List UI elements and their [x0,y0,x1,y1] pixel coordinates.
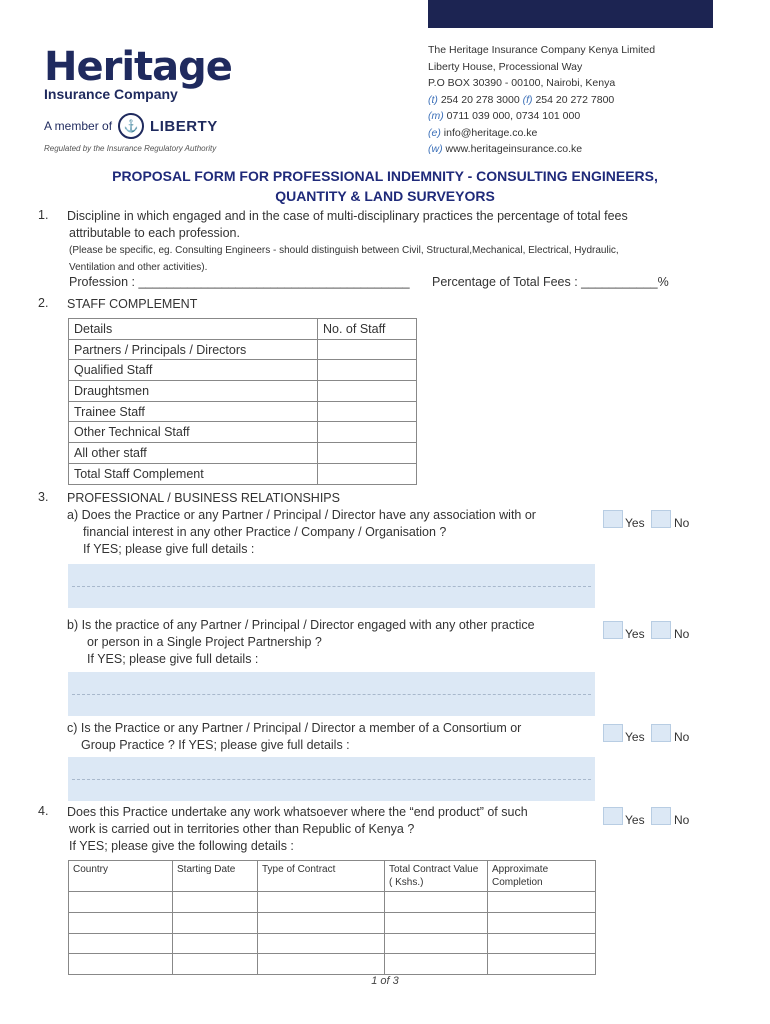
territories-table: Country Starting Date Type of Contract Total Contract Value ( Kshs.) Approximate Completion [68,860,596,975]
table-row: All other staff [69,443,318,464]
q3b-yes-checkbox[interactable] [603,621,623,639]
q3c-text: c) Is the Practice or any Partner / Principal / Director a member of a Consortium or Group Practice ? If YES; please give full details : [67,721,522,752]
q3c-no-checkbox[interactable] [651,724,671,742]
q4-no-checkbox[interactable] [651,807,671,825]
logo-subtitle: Insurance Company [44,86,178,102]
table-row [69,954,596,975]
liberty-seal-icon: ⚓ [118,113,144,139]
staff-count-input[interactable] [318,463,417,484]
form-title: PROPOSAL FORM FOR PROFESSIONAL INDEMNITY - CONSULTING ENGINEERS, QUANTITY & LAND SURVEYORS [112,168,658,204]
q3b-no-checkbox[interactable] [651,621,671,639]
page-number: 1 of 3 [371,975,399,987]
q3b-details-field[interactable] [68,672,595,716]
q4-number: 4. [38,804,49,818]
profession-field[interactable]: Profession : _______________________________________ [69,275,410,289]
staff-count-input[interactable] [318,443,417,464]
q3-heading: PROFESSIONAL / BUSINESS RELATIONSHIPS [67,491,340,505]
q3-number: 3. [38,490,49,504]
company-logo [44,44,232,102]
staff-count-input[interactable] [318,422,417,443]
q3c-details-field[interactable] [68,757,595,801]
table-row: Partners / Principals / Directors [69,339,318,360]
staff-count-input[interactable] [318,401,417,422]
q3a-yes-checkbox[interactable] [603,510,623,528]
q4-yes-checkbox[interactable] [603,807,623,825]
table-row [69,892,596,913]
table-row: Trainee Staff [69,401,318,422]
staff-count-input[interactable] [318,360,417,381]
header-bar [428,0,713,28]
table-row: Total Staff Complement [69,463,318,484]
member-of: A member of ⚓ LIBERTY [44,113,218,139]
company-contact: The Heritage Insurance Company Kenya Limited Liberty House, Processional Way P.O BOX 30390 - 00100, Nairobi, Kenya (t) 254 20 278 3000 (f) 254 20 272 7800 (m) 0711 039 000, 0734 101 000 (e) info@heritage.co.ke (w) www.heritageinsurance.co.ke [428,44,656,155]
q1-number: 1. [38,208,49,222]
table-row: Qualified Staff [69,360,318,381]
q1-text: Discipline in which engaged and in the case of multi-disciplinary practices the percentage of total fees attributable to each profession. (Please be specific, eg. Consulting Engineers - should distinguish between Civil, Structural,Mechanical, Electrical, Hydraulic, Ventilation and other activities). [67,209,628,273]
table-row [69,933,596,954]
q2-heading: STAFF COMPLEMENT [67,297,198,311]
staff-count-input[interactable] [318,339,417,360]
q3a-details-field[interactable] [68,564,595,608]
staff-count-input[interactable] [318,381,417,402]
table-row: Draughtsmen [69,381,318,402]
logo-wordmark: Heritage [44,44,232,90]
table-row [69,912,596,933]
q3b-text: b) Is the practice of any Partner / Principal / Director engaged with any other practice or person in a Single Project Partnership ? If YES; please give full details : [67,618,535,666]
q3a-no-checkbox[interactable] [651,510,671,528]
q2-number: 2. [38,296,49,310]
q3c-yes-checkbox[interactable] [603,724,623,742]
q3a-text: a) Does the Practice or any Partner / Principal / Director have any association with or financial interest in any other Practice / Company / Organisation ? If YES; please give full details : [67,508,536,556]
q4-text: Does this Practice undertake any work whatsoever where the “end product” of such work is carried out in territories other than Republic of Kenya ? If YES; please give the following details : [67,805,528,853]
staff-table: Details No. of Staff Partners / Principals / Directors Qualified Staff Draughtsmen Trainee Staff Other Technical Staff All other staff Total Staff Complement [68,318,417,485]
regulated-note: Regulated by the Insurance Regulatory Authority [44,144,217,153]
percentage-field[interactable]: Percentage of Total Fees : ___________% [432,275,669,289]
table-row: Other Technical Staff [69,422,318,443]
